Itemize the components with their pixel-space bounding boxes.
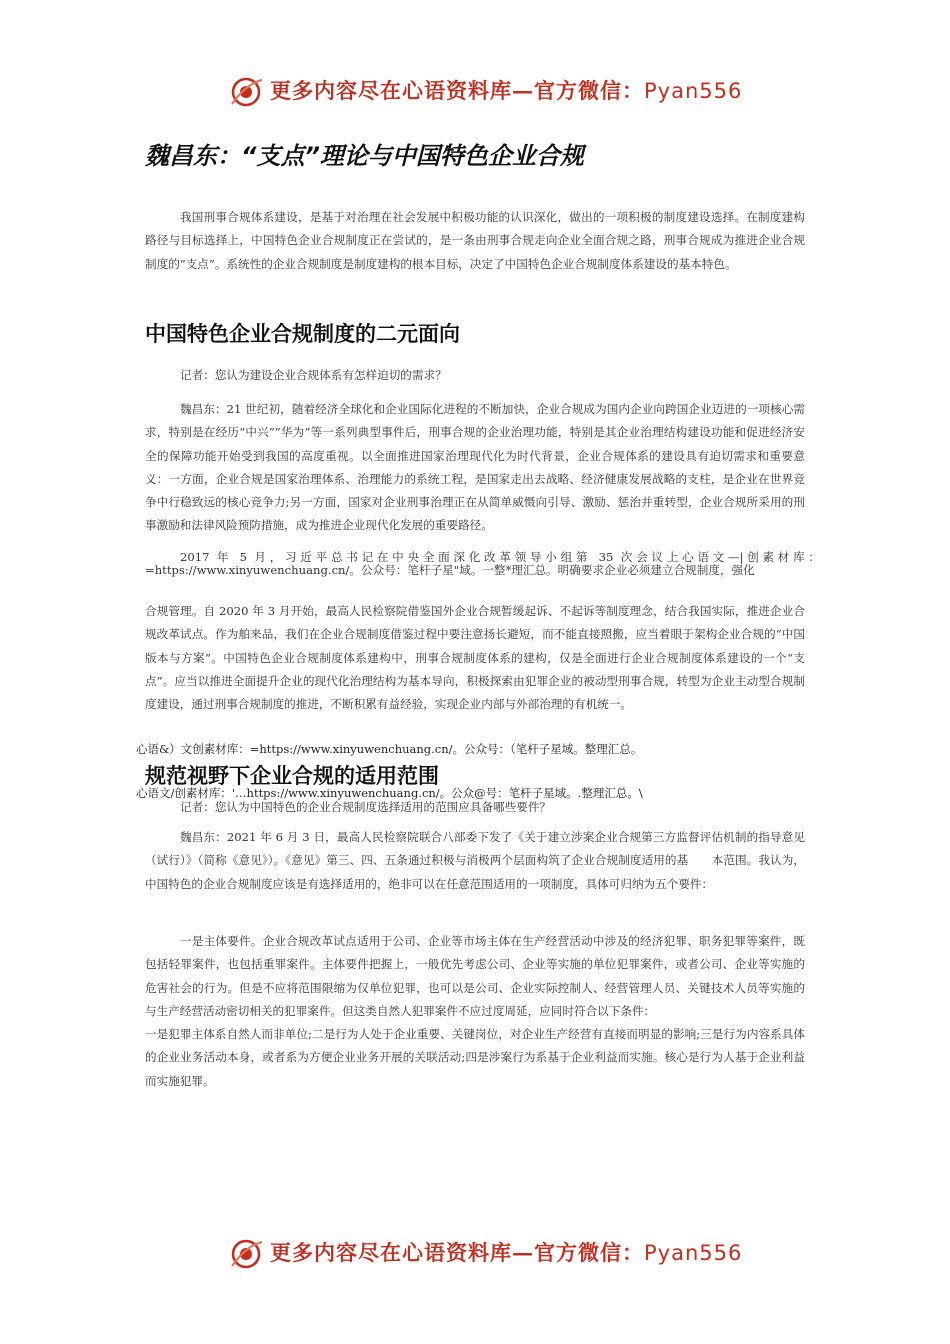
intro-paragraph: 我国刑事合规体系建设，是基于对治理在社会发展中积极功能的认识深化，做出的一项积极的制度建设选择。在制度建构路径与目标选择上，中国特色企业合规制度正在尝试的，是一条由刑事合规走向企业全面合规之路，刑事合规成为推进企业合规制度的“支点”。系统性的企业合规制度是制度建构的根本目标，决定了中国特色企业合规制度体系建设的基本特色。 — [145, 210, 805, 271]
section-heading-2: 规范视野下企业合规的适用范围 — [145, 764, 439, 788]
watermark-text-2: 心语文/创素材库：'…https://www.xinyuwenchuang.cn/。公众@号：笔杆子星域。.整理汇总。\ — [136, 786, 643, 800]
requirement-1-paragraph: 一是主体要件。企业合规改革试点适用于公司、企业等市场主体在生产经营活动中涉及的经济犯罪、职务犯罪等案件，既包括轻罪案件，也包括重罪案件。主体要件把握上，一般优先考虑公司、企业等实施的单位犯罪案件，或者公司、企业等实施的危害社会的行为。但是不应将范围限缩为仅单位犯罪，也可以是公司、企业实际控制人、经营管理人员、关键技术人员等实施的与生产经营活动密切相关的犯罪案件。但这类自然人犯罪案件不应过度周延，应同时符合以下条件： — [145, 934, 805, 1018]
question-1: 记者：您认为建设企业合规体系有怎样迫切的需求？ — [180, 368, 447, 382]
answer-1-watermark-line: 2017 年 5 月，习近平总书记在中央全面深化改革领导小组第 35 次会议上心语文—|创素材库：=https://www.xinyuwenchuang.cn/。公众号：笔杆子星"域。一整*理汇总。明确要求企业必须建立合规制度，强化 — [145, 550, 820, 577]
article-title: 魏昌东：“支点”理论与中国特色企业合规 — [145, 142, 584, 170]
logo-icon — [228, 1236, 264, 1272]
logo-icon — [228, 74, 264, 110]
requirement-1-conditions: 一是犯罪主体系自然人而非单位;二是行为人处于企业重要、关键岗位，对企业生产经营有直接而明显的影响;三是行为内容系具体的企业业务活动本身，或者系为方便企业业务开展的关联活动;四是涉案行为系基于企业利益而实施。核心是行为人基于企业利益而实施犯罪。 — [145, 1027, 805, 1088]
banner-text — [270, 75, 742, 105]
question-2: 记者：您认为中国特色的企业合规制度选择适用的范围应具备哪些要件？ — [180, 800, 552, 814]
watermark-text-1: 心语&）文创素材库：=https://www.xinyuwenchuang.cn/。公众号：（笔杆子星域。整理汇总。 — [136, 742, 643, 756]
header-banner — [0, 72, 950, 112]
banner-slogan: 更多内容尽在心语资料库—官方微信： — [270, 78, 644, 103]
section-heading-1: 中国特色企业合规制度的二元面向 — [145, 322, 460, 346]
banner-text — [270, 1237, 742, 1267]
banner-slogan: 更多内容尽在心语资料库—官方微信： — [270, 1240, 644, 1265]
answer-1-continuation: 合规管理。自 2020 年 3 月开始，最高人民检察院借鉴国外企业合规暂缓起诉、不起诉等制度理念，结合我国实际，推进企业合规改革试点。作为舶来品，我们在企业合规制度借鉴过程中要注意扬长避短，而不能直接照搬，应当着眼于架构企业合规的“中国版本与方案”。中国特色企业合规制度体系建构中，刑事合规制度体系的建构，仅是全面进行企业合规制度体系建设的一个“支点”。应当以推进全面提升企业的现代化治理结构为基本导向，积极探索由犯罪企业的被动型刑事合规，转型为企业主动型合规制度建设，通过刑事合规制度的推进，不断积累有益经验，实现企业内部与外部治理的有机统一。 — [145, 604, 805, 712]
wechat-id: Pyan556 — [644, 79, 743, 103]
wechat-id: Pyan556 — [644, 1241, 743, 1265]
answer-1-paragraph: 魏昌东：21 世纪初，随着经济全球化和企业国际化进程的不断加快，企业合规成为国内企业向跨国企业迈进的一项核心需求，特别是在经历“中兴”“华为”等一系列典型事件后，刑事合规的企业治理功能，特别是其企业治理结构建设功能和促进经济安全的保障功能开始受到我国的高度重视。以全面推进国家治理现代化为时代背景，企业合规体系的建设具有迫切需求和重要意义：一方面，企业合规是国家治理体系、治理能力的系统工程，是国家走出去战略、经济健康发展战略的支柱，是企业在世界竞争中行稳致远的核心竞争力;另一方面，国家对企业刑事治理正在从简单威慑向引导、激励、惩治并重转型，企业合规所采用的刑事激励和法律风险预防措施，成为推进企业现代化发展的重要路径。 — [145, 402, 805, 533]
answer-2-paragraph: 魏昌东：2021 年 6 月 3 日，最高人民检察院联合八部委下发了《关于建立涉案企业合规第三方监督评估机制的指导意见（试行）》（简称《意见》）。《意见》第三、四、五条通过积极与消极两个层面构筑了企业合规制度适用的基 本范围。我认为，中国特色的企业合规制度应该是有选择适用的，绝非可以在任意范围适用的一项制度，具体可归纳为五个要件： — [145, 830, 805, 891]
footer-banner — [0, 1234, 950, 1274]
